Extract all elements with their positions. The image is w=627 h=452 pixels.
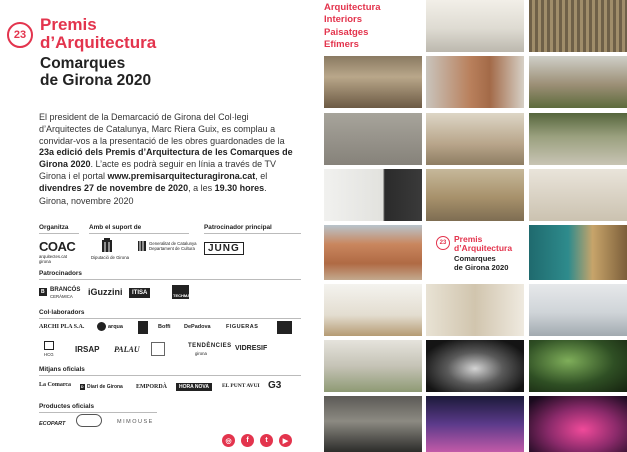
boffi-logo: Boffi: [158, 324, 171, 330]
category-interiors: Interiors: [324, 14, 363, 26]
card-edition-number: 23: [439, 240, 447, 246]
brancos-logo-subtitle: CERÀMICA: [50, 294, 73, 299]
collaborador-mark-icon: [277, 321, 292, 334]
section-collaboradors: Col·laboradors: [39, 309, 85, 316]
photo-bright-terrace: [324, 340, 422, 392]
card-subtitle: [454, 255, 508, 272]
arqua-mark-icon: [97, 322, 106, 331]
hora-nova-logo: HORA NOVA: [176, 383, 212, 391]
twitter-glyph: t: [265, 437, 268, 444]
diari-girona-logo: Diari de Girona: [87, 384, 123, 390]
photo-green-foliage: [529, 340, 627, 392]
section-divider: [89, 233, 189, 234]
tendencies-logo: TENDÈNCIES: [188, 343, 232, 349]
collaborador-mark-icon: [151, 342, 165, 356]
photo-light-tunnel: [426, 340, 524, 392]
photo-purple-installation: [426, 396, 524, 452]
techmal-logo: TECHMAL: [172, 285, 189, 299]
category-efimers: Efímers: [324, 39, 359, 51]
photo-wooden-slats: [529, 0, 627, 52]
section-divider: [39, 233, 79, 234]
photo-interior-room: [529, 169, 627, 221]
photo-barn-interior: [324, 56, 422, 108]
photo-modern-facade: [324, 169, 422, 221]
intro-part-1: El president de la Demarcació de Girona del Col·legi d’Arquitectes de Catalunya, Marc Riera Guix, es complau a convidar-vos a la presentació de les obres guardonades de la: [39, 112, 285, 146]
section-divider: [204, 233, 301, 234]
twitter-icon[interactable]: [260, 434, 273, 447]
youtube-glyph: ▶: [282, 437, 289, 445]
section-divider: [39, 412, 157, 413]
depadova-logo: DePadova: [184, 324, 211, 330]
hcg-logo: HCG: [44, 352, 54, 357]
intro-date: divendres 27 de novembre de 2020: [39, 182, 189, 193]
section-patrocinadors: Patrocinadors: [39, 270, 82, 277]
palau-logo: PALAU: [114, 345, 140, 354]
diputacio-emblem-icon: [98, 238, 116, 254]
card-subtitle-line2: de Girona 2020: [454, 262, 509, 272]
awards-card: [426, 225, 524, 280]
photo-white-room: [324, 284, 422, 336]
intro-website[interactable]: www.premisarquitecturagirona.cat: [107, 170, 256, 181]
brancos-mark-icon: B: [41, 289, 45, 295]
collaborador-mark-icon: [138, 321, 148, 334]
vidresif-logo: VIDRESIF: [235, 345, 268, 352]
card-edition-badge: [436, 236, 450, 250]
photo-stone-arch: [426, 284, 524, 336]
section-productes: Productes oficials: [39, 403, 95, 410]
photo-brick-tower: [426, 56, 524, 108]
photo-office-interior: [529, 284, 627, 336]
issue-date: Girona, novembre 2020: [39, 196, 134, 206]
coac-logo: COAC: [39, 239, 76, 254]
card-title-line1: Premis: [454, 234, 483, 244]
intro-time: 19.30 hores: [214, 182, 265, 193]
category-list: [324, 2, 380, 52]
photo-pink-lights: [529, 396, 627, 452]
emporda-logo: EMPORDÀ: [136, 384, 167, 390]
intro-part-2: . L’acte es podrà seguir en línia a través de TV Girona i el portal: [39, 159, 276, 181]
generalitat-line2: Departament de Cultura: [149, 246, 195, 251]
archi-pla-logo: ARCHI PLA S.A.: [39, 324, 85, 330]
tendencies-logo-subtitle: girona: [195, 351, 207, 356]
edition-number: 23: [13, 29, 27, 41]
ecopart-logo: ECOPART: [39, 421, 66, 427]
brand-title-line2: d’Arquitectura: [40, 33, 157, 52]
generalitat-line1: Generalitat de Catalunya: [149, 241, 197, 246]
arqua-logo: arqua: [108, 324, 123, 330]
photo-garden-courtyard: [529, 113, 627, 165]
photo-stone-wall-interior: [324, 113, 422, 165]
photo-wooden-ceiling: [426, 113, 524, 165]
generalitat-logo: [149, 241, 197, 251]
diputacio-logo: Diputació de Girona: [91, 255, 129, 260]
section-divider: [39, 375, 301, 376]
section-patrocinador-principal: Patrocinador principal: [204, 224, 272, 231]
hcg-mark-icon: [44, 341, 54, 350]
brand-subtitle-line1: Comarques: [40, 55, 126, 72]
instagram-glyph: ◎: [225, 437, 232, 445]
irsap-logo: IRSAP: [75, 345, 100, 354]
section-divider: [39, 318, 301, 319]
iguzzini-logo: iGuzzini: [88, 287, 123, 297]
el-punt-avui-logo: EL PUNT AVUI: [222, 383, 260, 389]
category-arquitectura: Arquitectura: [324, 2, 381, 13]
intro-part-4: , a les: [188, 182, 215, 193]
card-title-line2: d’Arquitectura: [454, 243, 513, 253]
photo-cloister: [324, 396, 422, 452]
la-comarca-logo: La Comarca: [39, 382, 72, 388]
photo-white-house: [426, 0, 524, 52]
invitation-text: [39, 112, 301, 195]
brand-title: [40, 16, 156, 52]
facebook-icon[interactable]: [241, 434, 254, 447]
section-mitjans: Mitjans oficials: [39, 366, 85, 373]
coac-logo-subtitle: arquitectes.cat girona: [39, 254, 67, 264]
facebook-glyph: f: [246, 437, 249, 444]
intro-part-3: , el: [255, 170, 268, 181]
photo-stone-block: [426, 169, 524, 221]
category-paisatges: Paisatges: [324, 26, 369, 38]
brand-subtitle: [40, 55, 151, 89]
edition-badge: [7, 22, 33, 48]
figueras-logo: FIGUERAS: [226, 324, 259, 330]
brancos-logo: BRANCÓS: [50, 287, 81, 293]
instagram-icon[interactable]: [222, 434, 235, 447]
intro-part-5: .: [264, 182, 267, 193]
photo-stone-house: [529, 56, 627, 108]
productes-script-mark-icon: [76, 414, 102, 427]
card-title: [454, 235, 512, 253]
photo-brick-ruin: [324, 225, 422, 280]
photo-teal-bar: [529, 225, 627, 280]
brand-title-line1: Premis: [40, 15, 97, 34]
mimouse-logo: MIMOUSE: [117, 419, 154, 425]
section-organitza: Organitza: [39, 224, 69, 231]
generalitat-emblem-icon: [138, 241, 146, 251]
brand-subtitle-line2: de Girona 2020: [40, 72, 152, 89]
jung-logo: JUNG: [204, 242, 244, 255]
section-divider: [39, 279, 301, 280]
itisa-logo: ITISA: [129, 288, 150, 298]
card-subtitle-line1: Comarques: [454, 254, 496, 263]
diari-mark-icon: D: [81, 385, 84, 389]
g3-logo: G3: [268, 380, 282, 391]
section-suport: Amb el suport de: [89, 224, 142, 231]
intro-edition: 23a edició dels Premis d’Arquitectura de les Comarques de Girona 2020: [39, 147, 293, 170]
youtube-icon[interactable]: [279, 434, 292, 447]
